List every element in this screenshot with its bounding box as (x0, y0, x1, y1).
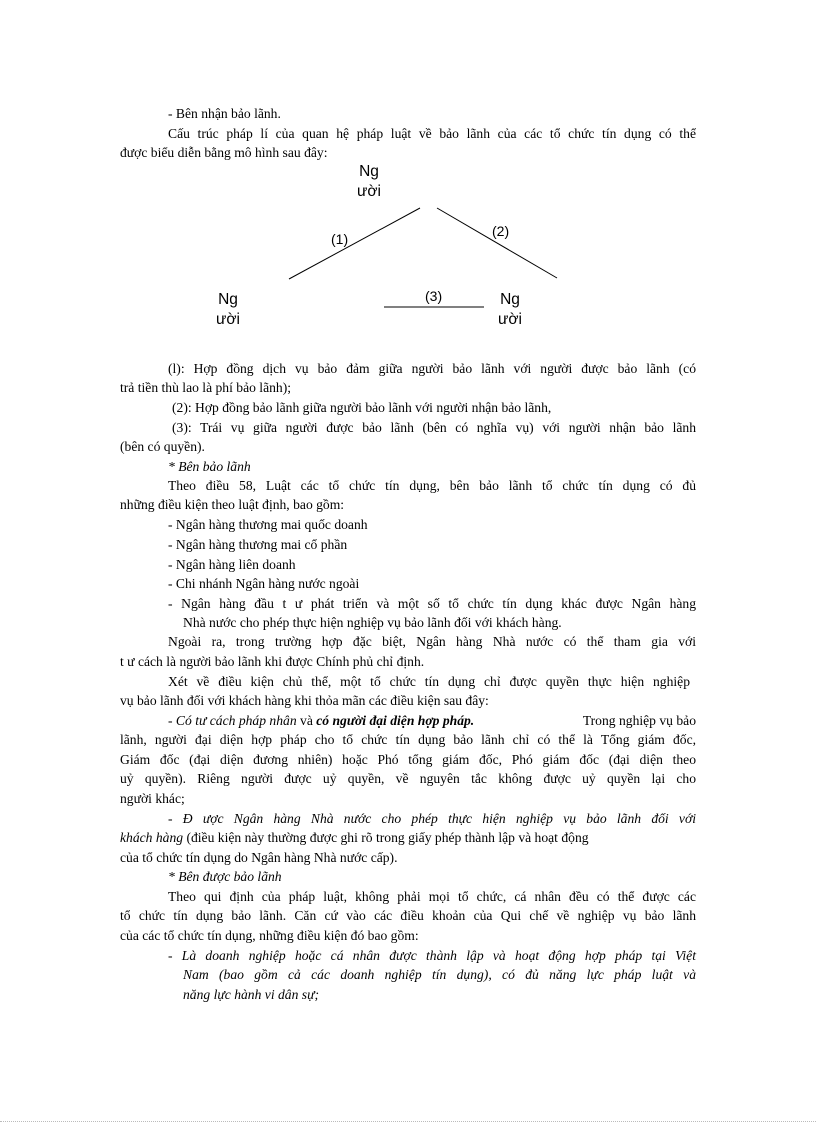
page-bottom-border (0, 1121, 816, 1122)
top-node-line1: Ng (359, 163, 379, 180)
condition-2-rest: (điều kiện này thường được ghi rõ trong giấy phép thành lập và hoạt động (183, 830, 589, 845)
condition-1-and: và (296, 713, 317, 728)
paragraph-intro-cont: được biểu diễn bằng mô hình sau đây: (120, 145, 328, 160)
right-node-line2: ười (498, 311, 522, 328)
condition-1-line5: người khác; (120, 791, 185, 806)
heading-ben-bao-lanh: * Bên bảo lãnh (168, 459, 251, 474)
top-node (344, 162, 394, 202)
condition-1-line3: Giám đốc (đại diện đương nhiên) hoặc Phó tổng giám đốc, Phó giám đốc (đại diện theo (120, 752, 696, 767)
requirement-1-line2: Nam (bao gồm cả các doanh nghiệp tín dụng), có đủ năng lực pháp luật và (183, 967, 696, 982)
left-node-line2: ười (216, 311, 240, 328)
requirement-1-line3: năng lực hành vi dân sự; (183, 987, 320, 1002)
paragraph-ngoai-ra: Ngoài ra, trong trường hợp đặc biệt, Ngân hàng Nhà nước có thể tham gia với (168, 634, 696, 649)
bullet-4: - Chi nhánh Ngân hàng nước ngoài (168, 576, 360, 591)
note-3-cont: (bên có quyền). (120, 439, 205, 454)
note-3: (3): Trái vụ giữa người được bảo lãnh (bên có nghĩa vụ) với người nhận bảo lãnh (172, 420, 696, 435)
condition-1 (168, 711, 696, 730)
edge-label-3: (3) (425, 288, 443, 304)
condition-1-italic2: có người đại diện hợp pháp. (316, 713, 475, 728)
paragraph-theo-qui-dinh: Theo qui định của pháp luật, không phải mọi tổ chức, cá nhân đều có thể được các (168, 889, 696, 904)
top-node-line2: ười (357, 183, 381, 200)
paragraph-xet-ve: Xét về điều kiện chủ thể, một tổ chức tín dụng chỉ được quyền thực hiện nghiệp (168, 674, 690, 689)
left-node-line1: Ng (218, 291, 238, 308)
condition-2-italic: khách hàng (120, 830, 184, 845)
paragraph-ngoai-ra-cont: t ư cách là người bảo lãnh khi được Chính phủ chỉ định. (120, 654, 425, 669)
right-node (485, 290, 535, 330)
condition-1-rest: Trong nghiệp vụ bảo (582, 713, 696, 728)
note-1-cont: trả tiền thù lao là phí bảo lãnh); (120, 380, 292, 395)
bullet-3: - Ngân hàng liên doanh (168, 557, 296, 572)
edge-label-2: (2) (492, 223, 510, 239)
bullet-5: - Ngân hàng đầu t ư phát triển và một số tổ chức tín dụng khác được Ngân hàng (168, 596, 696, 611)
condition-2-line2 (120, 828, 696, 847)
bullet-1: - Ngân hàng thương mai quốc doanh (168, 517, 368, 532)
condition-2: - Đ ược Ngân hàng Nhà nước cho phép thực hiện nghiệp vụ bảo lãnh đối với (168, 811, 696, 826)
paragraph-dieu-58-cont: những điều kiện theo luật định, bao gồm: (120, 497, 345, 512)
bullet-5-cont: Nhà nước cho phép thực hiện nghiệp vụ bảo lãnh đối với khách hàng. (183, 615, 562, 630)
paragraph-xet-ve-cont: vụ bảo lãnh đối với khách hàng khi thỏa mãn các điều kiện sau đây: (120, 693, 489, 708)
heading-ben-duoc-bao-lanh: * Bên được bảo lãnh (168, 869, 282, 884)
edge-2 (437, 208, 557, 278)
paragraph-theo-qui-dinh-line2: tổ chức tín dụng bảo lãnh. Căn cứ vào các điều khoản của Qui chế về nghiệp vụ bảo lãnh (120, 908, 696, 923)
condition-1-line4: uỷ quyền). Riêng người được uỷ quyền, về nguyên tắc không được uỷ quyền lại cho (120, 771, 696, 786)
condition-1-line2: lãnh, người đại diện hợp pháp cho tổ chức tín dụng bảo lãnh chỉ có thể là Tổng giám đốc, (120, 732, 696, 747)
note-2: (2): Hợp đồng bảo lãnh giữa người bảo lãnh với người nhận bảo lãnh, (172, 400, 552, 415)
paragraph-theo-qui-dinh-line3: của các tổ chức tín dụng, những điều kiện đó bao gồm: (120, 928, 419, 943)
paragraph-dieu-58: Theo điều 58, Luật các tổ chức tín dụng, bên bảo lãnh tổ chức tín dụng có đủ (168, 478, 696, 493)
edge-1 (289, 208, 420, 279)
right-node-line1: Ng (500, 291, 520, 308)
note-1: (l): Hợp đồng dịch vụ bảo đảm giữa người bảo lãnh với người được bảo lãnh (có (168, 361, 696, 376)
condition-2-line3: của tổ chức tín dụng do Ngân hàng Nhà nước cấp). (120, 850, 398, 865)
relationship-diagram (0, 0, 816, 400)
bullet-2: - Ngân hàng thương mai cổ phần (168, 537, 348, 552)
edge-label-1: (1) (331, 231, 349, 247)
left-node (203, 290, 253, 330)
paragraph-intro: Cấu trúc pháp lí của quan hệ pháp luật về bảo lãnh của các tổ chức tín dụng có thể (168, 126, 696, 141)
requirement-1: - Là doanh nghiệp hoặc cá nhân được thành lập và hoạt động hợp pháp tại Việt (168, 948, 696, 963)
line-ben-nhan: - Bên nhận bảo lãnh. (168, 106, 281, 121)
condition-1-italic: - Có tư cách pháp nhân (168, 713, 297, 728)
